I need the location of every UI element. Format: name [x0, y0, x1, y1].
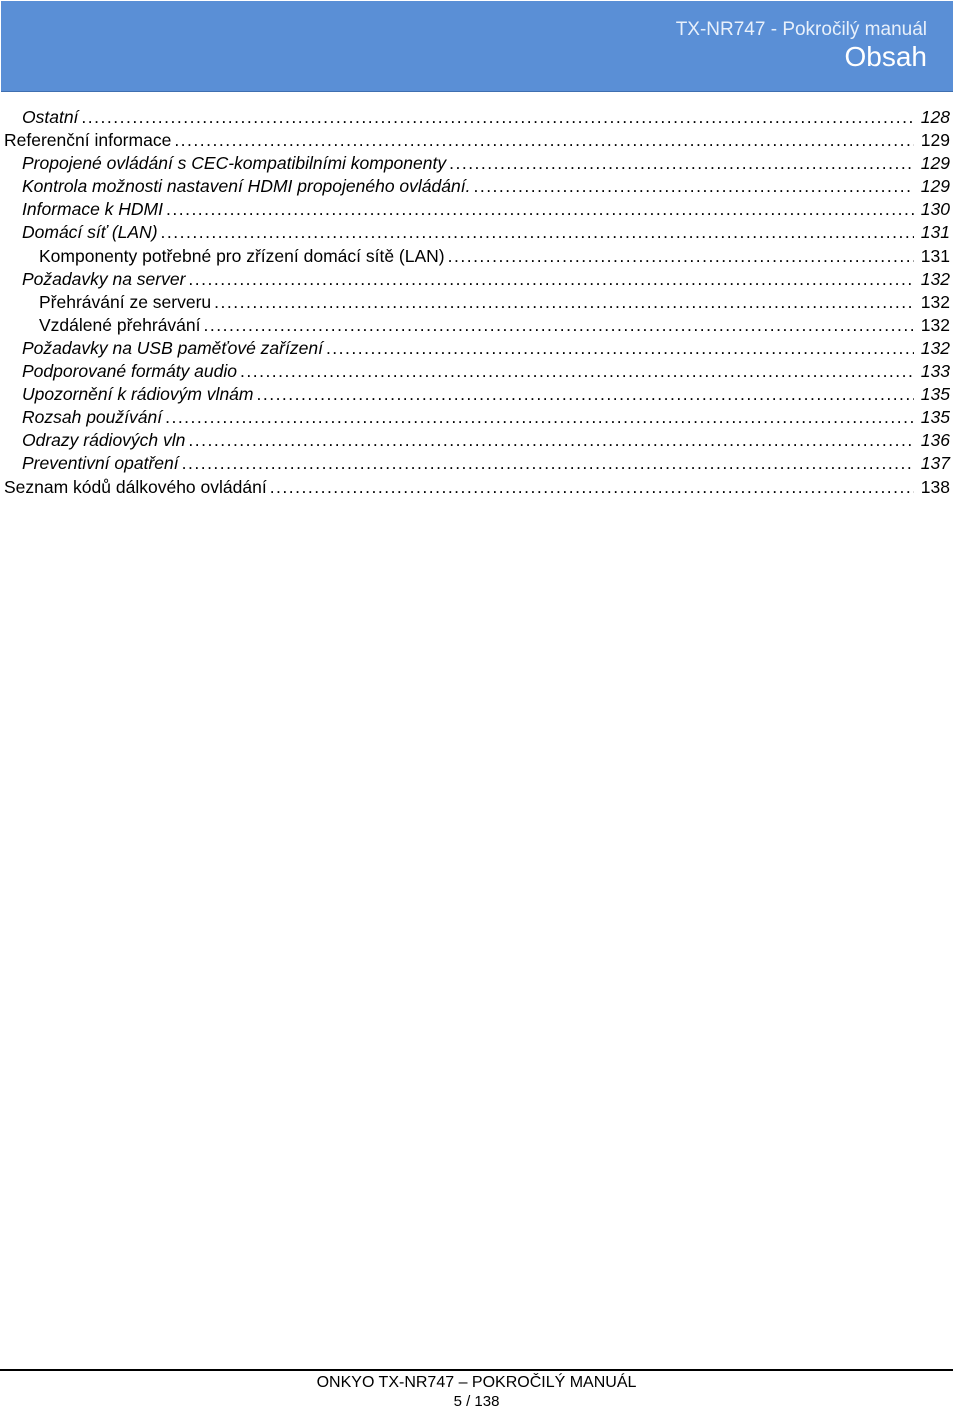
- toc-entry-page: 132: [920, 291, 950, 312]
- toc-dot-leader: [165, 406, 914, 429]
- page-header: [1, 1, 953, 92]
- toc-entry-label: Přehrávání ze serveru: [39, 291, 212, 312]
- toc-entry-page: 129: [920, 130, 950, 151]
- toc-dot-leader: [188, 268, 914, 291]
- toc-entry-label: Podporované formáty audio: [22, 361, 237, 382]
- toc-entry-page: 132: [920, 337, 950, 358]
- toc-dot-leader: [449, 152, 914, 175]
- toc-dot-leader: [81, 106, 914, 129]
- toc-entry[interactable]: [0, 245, 960, 268]
- toc-entry-label: Upozornění k rádiovým vlnám: [22, 384, 254, 405]
- toc-entry[interactable]: [0, 383, 960, 406]
- toc-dot-leader: [326, 337, 914, 360]
- toc-entry-page: 132: [920, 314, 950, 335]
- toc-dot-leader: [182, 452, 914, 475]
- toc-entry-page: 130: [920, 199, 950, 220]
- footer-page-indicator: 5 / 138: [453, 1393, 500, 1410]
- table-of-contents: [0, 106, 960, 499]
- toc-entry-page: 137: [920, 453, 950, 474]
- toc-entry-label: Domácí síť (LAN): [22, 222, 158, 243]
- page-title: Obsah: [844, 41, 927, 72]
- toc-dot-leader: [448, 245, 914, 268]
- toc-entry[interactable]: [0, 452, 960, 475]
- toc-dot-leader: [174, 129, 914, 152]
- toc-dot-leader: [161, 221, 914, 244]
- toc-entry[interactable]: [0, 268, 960, 291]
- toc-entry[interactable]: [0, 175, 960, 198]
- toc-dot-leader: [166, 198, 914, 221]
- toc-entry-label: Komponenty potřebné pro zřízení domácí sítě (LAN): [39, 245, 445, 266]
- toc-entry-label: Odrazy rádiových vln: [22, 430, 186, 451]
- toc-entry[interactable]: [0, 221, 960, 244]
- toc-dot-leader: [188, 429, 914, 452]
- toc-entry[interactable]: [0, 106, 960, 129]
- toc-entry-label: Informace k HDMI: [22, 199, 163, 220]
- toc-entry[interactable]: [0, 476, 960, 499]
- toc-entry-label: Požadavky na USB paměťové zařízení: [22, 337, 323, 358]
- toc-entry-page: 136: [920, 430, 950, 451]
- toc-entry-page: 128: [920, 107, 950, 127]
- toc-entry-label: Propojené ovládání s CEC-kompatibilními komponenty: [22, 153, 447, 174]
- toc-entry-page: 131: [920, 222, 950, 243]
- toc-entry-page: 132: [920, 268, 950, 289]
- toc-entry[interactable]: [0, 337, 960, 360]
- toc-entry[interactable]: [0, 429, 960, 452]
- toc-entry-page: 131: [920, 245, 950, 266]
- toc-entry-page: 135: [920, 407, 950, 428]
- footer-divider: [0, 1369, 953, 1371]
- toc-dot-leader: [240, 360, 914, 383]
- toc-entry-label: Vzdálené přehrávání: [39, 314, 201, 335]
- toc-dot-leader: [270, 476, 914, 499]
- document-subtitle: TX-NR747 - Pokročilý manuál: [675, 19, 927, 40]
- toc-entry-page: 138: [920, 476, 950, 497]
- toc-dot-leader: [256, 383, 914, 406]
- toc-entry[interactable]: [0, 406, 960, 429]
- footer-manual-title: ONKYO TX-NR747 – POKROČILÝ MANUÁL: [316, 1374, 637, 1391]
- toc-entry[interactable]: [0, 129, 960, 152]
- toc-dot-leader: [473, 175, 914, 198]
- toc-entry-label: Referenční informace: [4, 130, 172, 151]
- toc-entry-page: 133: [920, 361, 950, 382]
- toc-entry-label: Požadavky na server: [22, 268, 186, 289]
- toc-entry-label: Kontrola možnosti nastavení HDMI propojeného ovládání.: [22, 176, 471, 197]
- toc-entry-label: Preventivní opatření: [22, 453, 179, 474]
- toc-entry-page: 129: [920, 176, 950, 197]
- toc-entry-label: Ostatní: [22, 107, 79, 127]
- toc-entry[interactable]: [0, 360, 960, 383]
- toc-entry-page: 135: [920, 384, 950, 405]
- toc-dot-leader: [204, 314, 915, 337]
- toc-entry-label: Rozsah používání: [22, 407, 163, 428]
- toc-entry-label: Seznam kódů dálkového ovládání: [4, 476, 267, 497]
- toc-entry[interactable]: [0, 198, 960, 221]
- toc-entry-page: 129: [920, 153, 950, 174]
- toc-dot-leader: [214, 291, 914, 314]
- toc-entry[interactable]: [0, 152, 960, 175]
- toc-entry[interactable]: [0, 314, 960, 337]
- toc-entry[interactable]: [0, 291, 960, 314]
